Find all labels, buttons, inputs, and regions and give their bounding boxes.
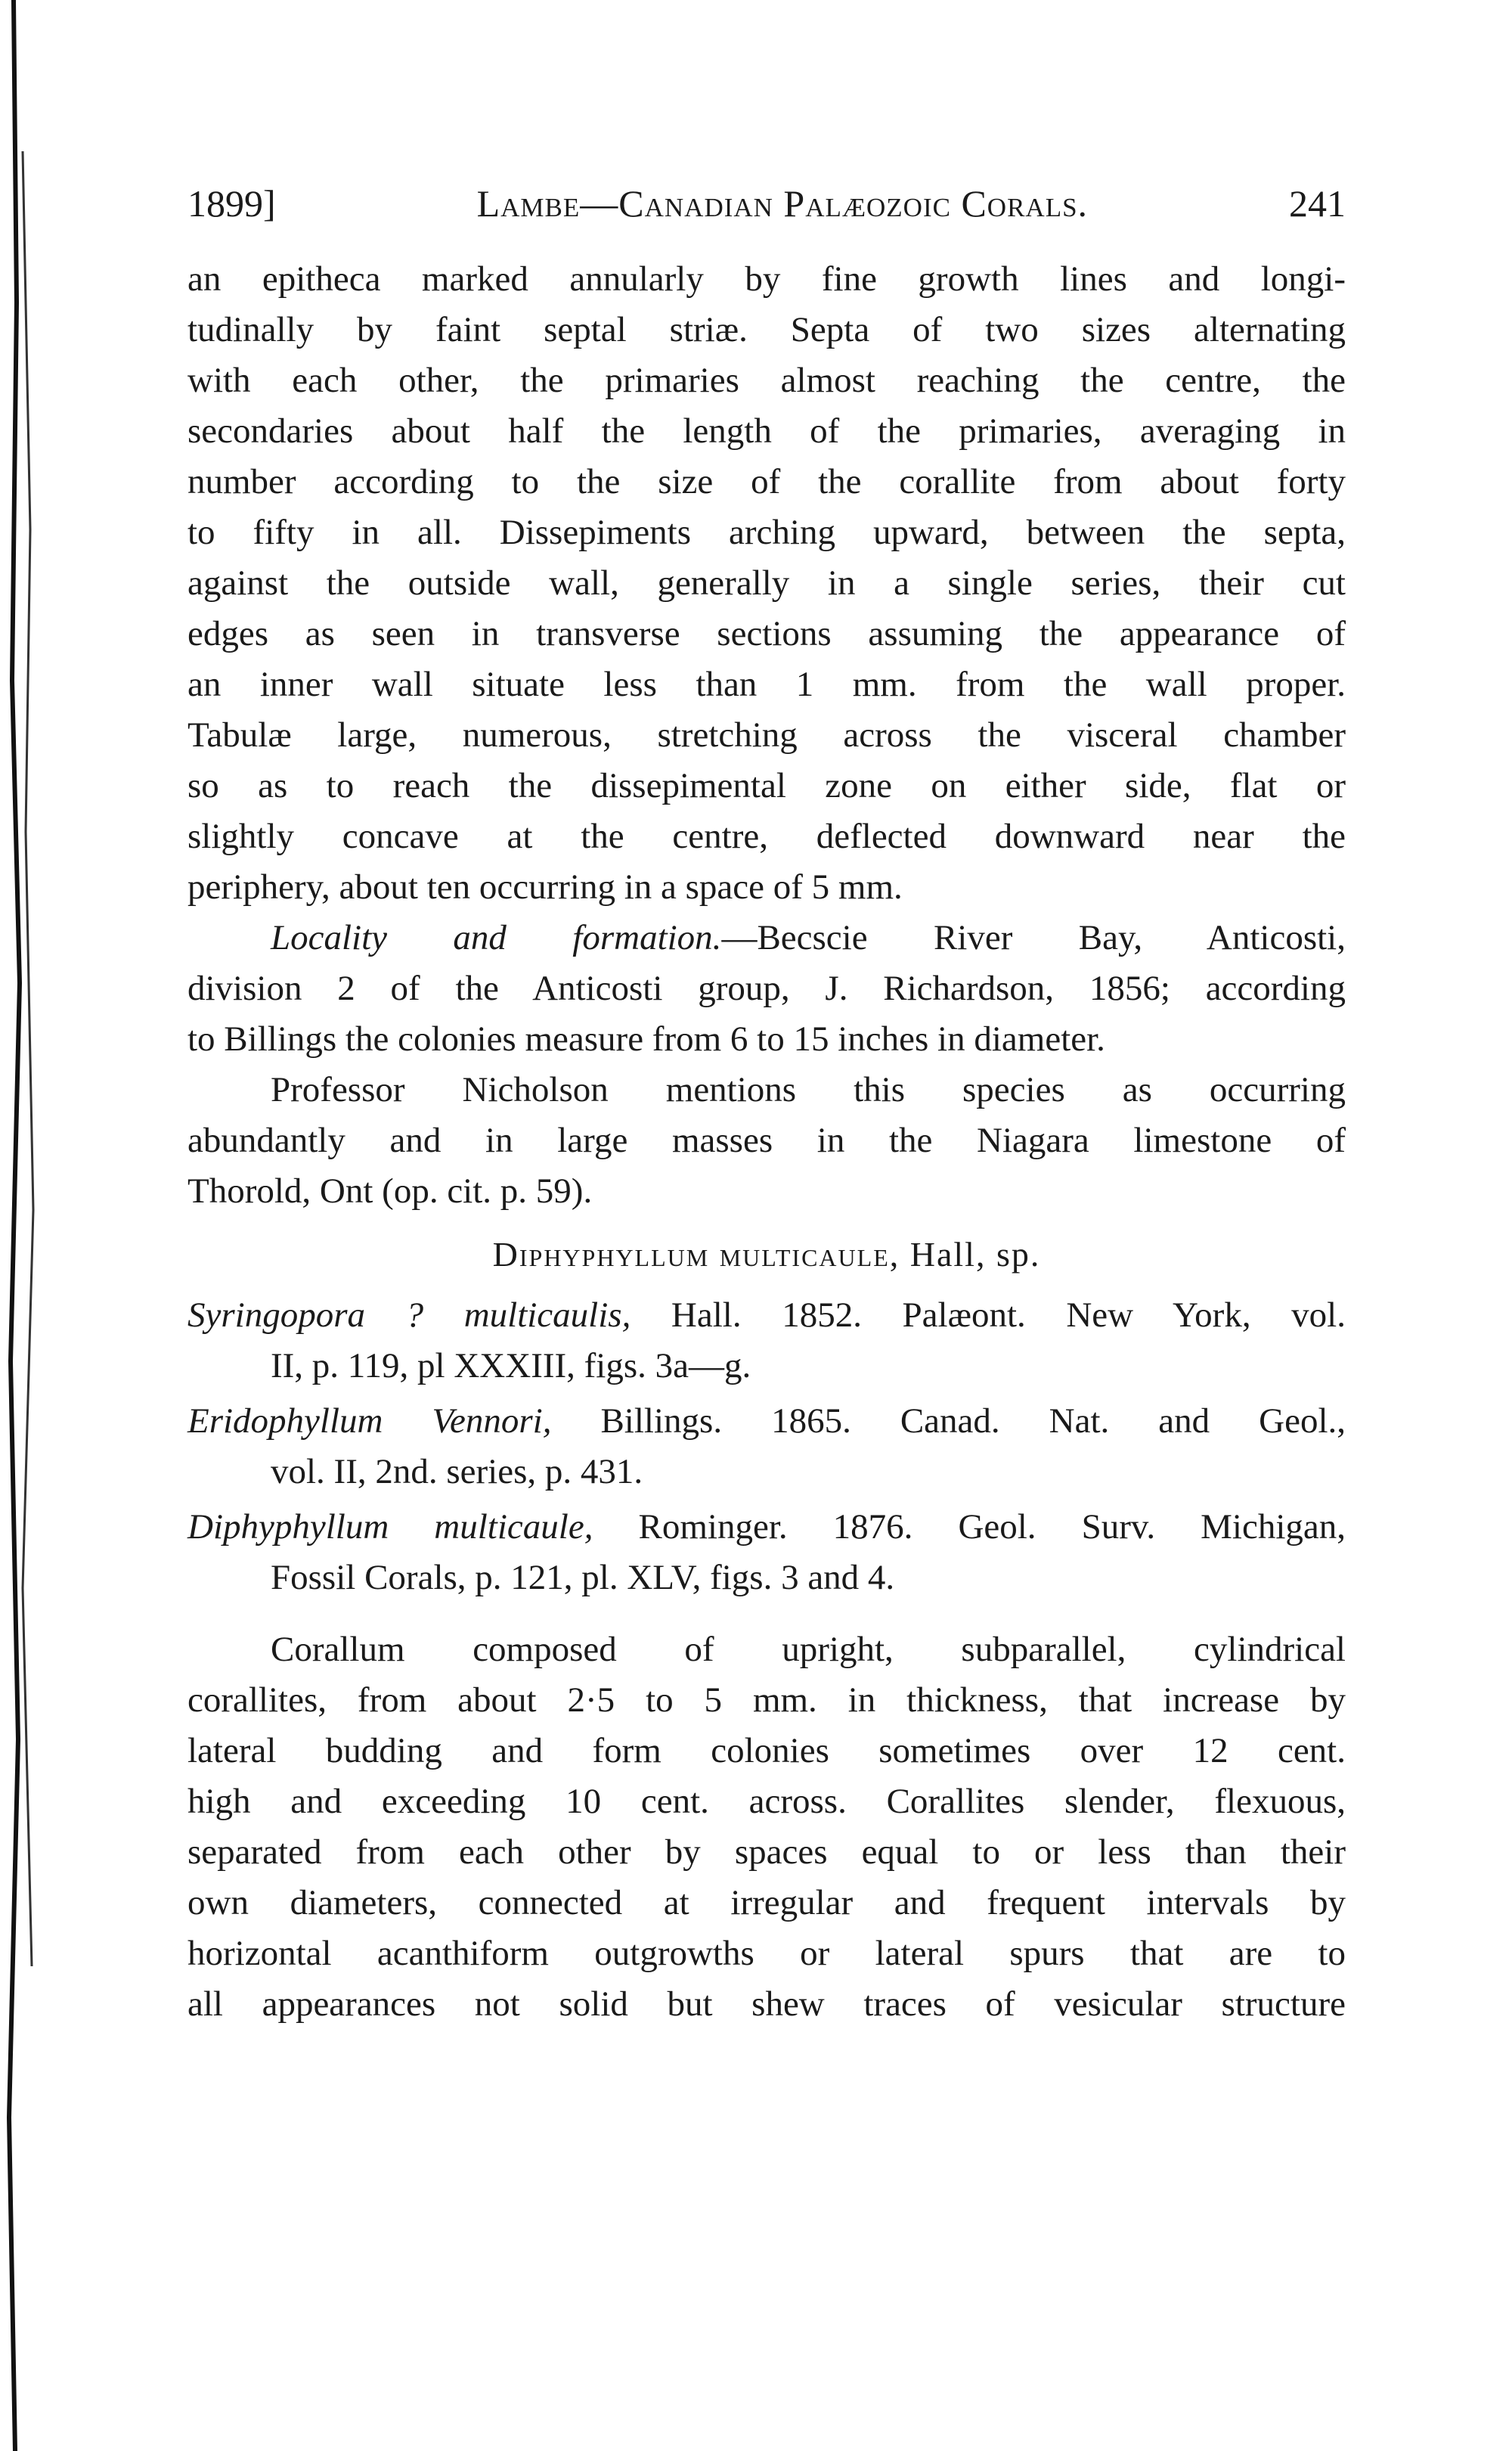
header-title: Lambe—Canadian Palæozoic Corals. xyxy=(476,182,1089,225)
reference-citation: Hall. 1852. Palæont. New York, vol. xyxy=(631,1295,1346,1335)
text-line: vol. II, 2nd. series, p. 431. xyxy=(271,1452,643,1491)
text-line: against the outside wall, generally in a single series, their cut xyxy=(187,563,1346,603)
binding-edge xyxy=(0,0,60,2451)
species-heading xyxy=(187,1229,1346,1280)
text-line: to fifty in all. Dissepiments arching upward, between the septa, xyxy=(187,513,1346,552)
text-line: II, p. 119, pl XXXIII, figs. 3a—g. xyxy=(271,1346,751,1385)
text-line: with each other, the primaries almost reaching the centre, the xyxy=(187,361,1346,400)
text-line xyxy=(187,1396,1346,1447)
running-header xyxy=(187,181,1346,237)
text-line: Corallum composed of upright, subparallel, cylindrical xyxy=(271,1630,1346,1669)
paragraph-nicholson xyxy=(187,1065,1346,1217)
reference-citation: Rominger. 1876. Geol. Surv. Michigan, xyxy=(593,1507,1346,1547)
reference-taxon: Diphyphyllum multicaule, xyxy=(187,1507,593,1547)
text-line: Thorold, Ont (op. cit. p. 59). xyxy=(187,1171,593,1211)
text-line xyxy=(187,1502,1346,1553)
text-line xyxy=(187,1290,1346,1341)
reference-taxon: Eridophyllum Vennori, xyxy=(187,1401,552,1441)
text-line: number according to the size of the corallite from about forty xyxy=(187,462,1346,501)
locality-label: Locality and formation. xyxy=(271,918,722,957)
paragraph-locality xyxy=(187,913,1346,1065)
text-line: lateral budding and form colonies sometimes over 12 cent. xyxy=(187,1731,1346,1770)
text-line: tudinally by faint septal striæ. Septa of two sizes alternating xyxy=(187,310,1346,349)
text-line: an epitheca marked annularly by fine growth lines and longi- xyxy=(187,259,1346,299)
text-line: so as to reach the dissepimental zone on either side, flat or xyxy=(187,766,1346,805)
text-line: secondaries about half the length of the primaries, averaging in xyxy=(187,411,1346,451)
reference-taxon: Syringopora ? multicaulis, xyxy=(187,1295,631,1335)
text-line: corallites, from about 2·5 to 5 mm. in thickness, that increase by xyxy=(187,1680,1346,1720)
reference-citation: Billings. 1865. Canad. Nat. and Geol., xyxy=(551,1401,1346,1441)
text-line: separated from each other by spaces equal to or less than their xyxy=(187,1832,1346,1872)
species-name: Diphyphyllum multicaule xyxy=(492,1235,890,1274)
text-line: division 2 of the Anticosti group, J. Richardson, 1856; according xyxy=(187,969,1346,1008)
text-line: abundantly and in large masses in the Niagara limestone of xyxy=(187,1121,1346,1160)
synonymy-reference xyxy=(187,1290,1346,1391)
synonymy-reference xyxy=(187,1396,1346,1497)
text-line: Tabulæ large, numerous, stretching across the visceral chamber xyxy=(187,715,1346,755)
book-page xyxy=(187,181,1346,2030)
text-line: own diameters, connected at irregular and frequent intervals by xyxy=(187,1883,1346,1922)
text-line xyxy=(187,913,1346,963)
paragraph-septa xyxy=(187,254,1346,913)
text-line: high and exceeding 10 cent. across. Corallites slender, flexuous, xyxy=(187,1782,1346,1821)
text-line: edges as seen in transverse sections assuming the appearance of xyxy=(187,614,1346,653)
synonymy-reference xyxy=(187,1502,1346,1603)
text-line: all appearances not solid but shew traces of vesicular structure xyxy=(187,1984,1346,2024)
text-line: to Billings the colonies measure from 6 to 15 inches in diameter. xyxy=(187,1019,1105,1059)
text-line: slightly concave at the centre, deflected downward near the xyxy=(187,817,1346,856)
species-author: , Hall, sp. xyxy=(889,1235,1041,1274)
header-year: 1899] xyxy=(187,182,276,225)
paragraph-description xyxy=(187,1624,1346,2030)
text-line: an inner wall situate less than 1 mm. from the wall proper. xyxy=(187,665,1346,704)
locality-text: —Becscie River Bay, Anticosti, xyxy=(721,918,1346,957)
text-line: Professor Nicholson mentions this species as occurring xyxy=(271,1070,1346,1109)
text-line: periphery, about ten occurring in a space of 5 mm. xyxy=(187,867,903,907)
text-line: horizontal acanthiform outgrowths or lateral spurs that are to xyxy=(187,1934,1346,1973)
text-line: Fossil Corals, p. 121, pl. XLV, figs. 3 and 4. xyxy=(271,1558,895,1597)
header-page-number: 241 xyxy=(1289,182,1346,225)
